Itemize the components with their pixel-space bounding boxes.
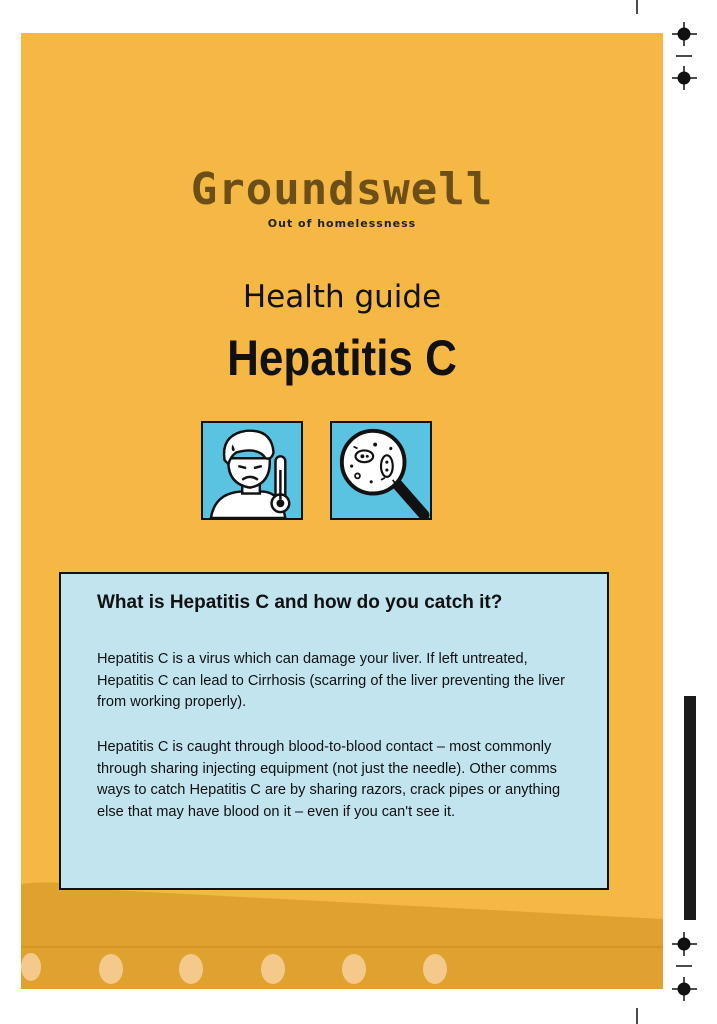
- page-kicker: Health guide: [242, 279, 442, 315]
- groundswell-logo: [21, 165, 663, 230]
- registration-mark-icon: [672, 22, 697, 46]
- info-heading: What is Hepatitis C and how do you catch it?: [97, 592, 503, 613]
- info-paragraph: Hepatitis C is a virus which can damage your liver. If left untreated, Hepatitis C can lead to Cirrhosis (scarring of the liver preventing the liver from working properly).: [97, 651, 566, 710]
- registration-mark-icon: [672, 66, 697, 90]
- color-bar: [684, 696, 696, 920]
- info-box: [59, 572, 609, 890]
- info-paragraph: Hepatitis C is caught through blood-to-blood contact – most commonly through sharing injecting equipment (not just the needle). Other comms ways to catch Hepatitis C are by sharing razors, crack pipes or anything else that may have blood on it – even if you can't see it.: [97, 739, 561, 820]
- virus-magnifier-icon: [330, 421, 432, 520]
- sick-person-thermometer-icon: [201, 421, 303, 520]
- registration-mark-icon: [672, 977, 697, 1001]
- logo-tagline: Out of homelessness: [267, 217, 417, 230]
- leaflet-page: [21, 33, 663, 989]
- page-title: Hepatitis C: [227, 330, 457, 386]
- registration-mark-icon: [672, 932, 697, 956]
- logo-wordmark: Groundswell: [190, 164, 494, 215]
